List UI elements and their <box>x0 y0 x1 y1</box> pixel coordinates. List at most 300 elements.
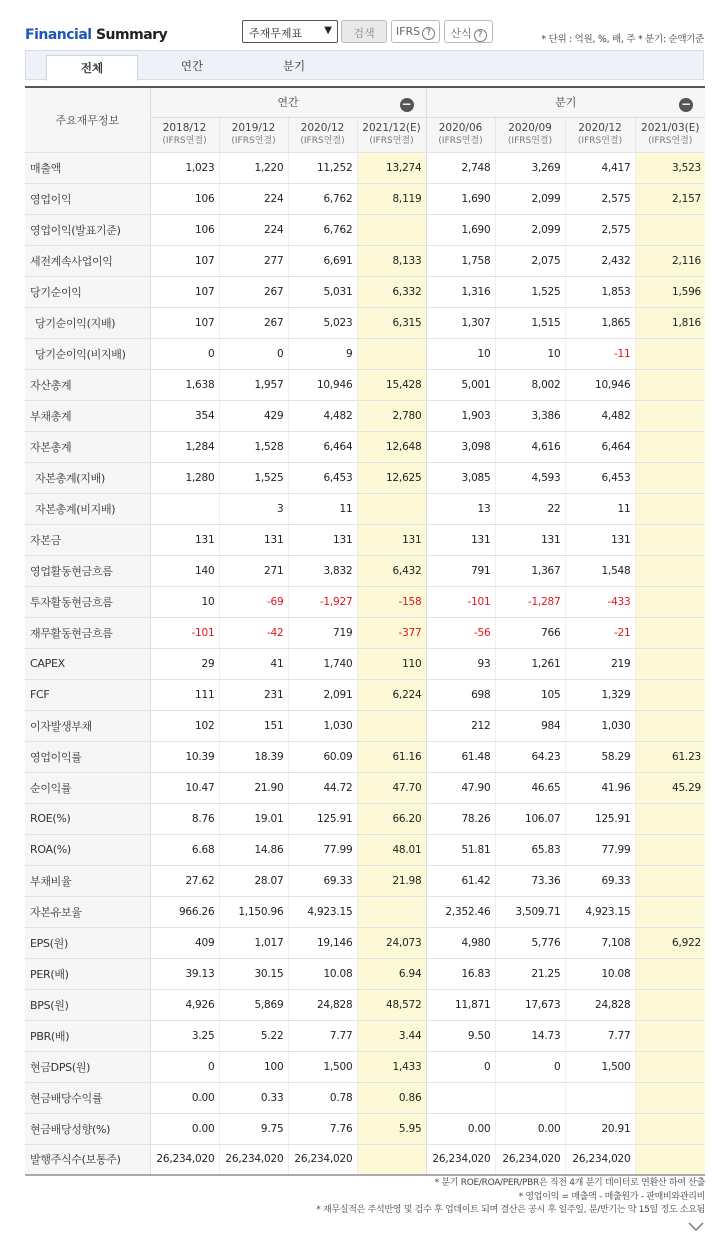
table-cell <box>635 214 705 245</box>
table-cell: 131 <box>495 524 565 555</box>
minus-circle-icon[interactable]: − <box>401 97 412 111</box>
table-cell: 1,280 <box>150 462 219 493</box>
table-cell: 7.77 <box>565 1020 635 1051</box>
table-cell <box>635 1082 705 1113</box>
table-cell: 15,428 <box>357 369 426 400</box>
table-cell: 61.16 <box>357 741 426 772</box>
formula-help-button[interactable] <box>444 20 493 43</box>
column-basis: (IFRS연결) <box>369 135 414 146</box>
table-cell: 39.13 <box>150 958 219 989</box>
table-cell <box>635 400 705 431</box>
table-cell: -101 <box>426 586 495 617</box>
table-row <box>25 245 705 276</box>
financial-summary-table <box>25 86 705 1176</box>
column-header <box>426 117 495 152</box>
table-cell: 26,234,020 <box>565 1144 635 1175</box>
table-cell: 1,030 <box>288 710 357 741</box>
table-cell: 2,748 <box>426 152 495 183</box>
table-cell: 24,828 <box>565 989 635 1020</box>
table-cell: 64.23 <box>495 741 565 772</box>
table-cell: 1,261 <box>495 648 565 679</box>
table-cell: 9.50 <box>426 1020 495 1051</box>
table-row <box>25 958 705 989</box>
table-cell: -377 <box>357 617 426 648</box>
group-quarter-label: 분기 <box>555 96 577 110</box>
table-cell: 10.08 <box>565 958 635 989</box>
table-cell: 10,946 <box>565 369 635 400</box>
table-cell: 125.91 <box>565 803 635 834</box>
table-cell: 4,482 <box>565 400 635 431</box>
table-cell: -433 <box>565 586 635 617</box>
table-cell: 2,575 <box>565 214 635 245</box>
row-label: 이자발생부채 <box>25 710 150 741</box>
table-cell: 1,284 <box>150 431 219 462</box>
table-cell: 66.20 <box>357 803 426 834</box>
table-cell: 0.00 <box>150 1082 219 1113</box>
table-cell: 131 <box>288 524 357 555</box>
table-cell: 11 <box>288 493 357 524</box>
table-cell: 131 <box>565 524 635 555</box>
column-basis: (IFRS연결) <box>300 135 345 146</box>
table-cell <box>565 1082 635 1113</box>
table-cell: -56 <box>426 617 495 648</box>
table-cell: 5,776 <box>495 927 565 958</box>
statement-type-select[interactable] <box>242 20 338 43</box>
table-cell <box>635 679 705 710</box>
table-cell: 30.15 <box>219 958 288 989</box>
table-cell: -1,287 <box>495 586 565 617</box>
table-cell: 0.86 <box>357 1082 426 1113</box>
table-cell: 48.01 <box>357 834 426 865</box>
table-row <box>25 834 705 865</box>
table-cell: 10 <box>495 338 565 369</box>
table-cell: 28.07 <box>219 865 288 896</box>
column-period: 2020/06 <box>438 121 483 134</box>
row-label: CAPEX <box>25 648 150 679</box>
table-row <box>25 989 705 1020</box>
table-cell: 1,307 <box>426 307 495 338</box>
row-label: 영업이익 <box>25 183 150 214</box>
table-cell: 1,596 <box>635 276 705 307</box>
table-cell: 6,432 <box>357 555 426 586</box>
table-cell: 13 <box>426 493 495 524</box>
unit-note: * 단위 : 억원, %, 배, 주 * 분기: 순액기준 <box>541 34 704 45</box>
table-cell: 267 <box>219 276 288 307</box>
table-cell <box>357 710 426 741</box>
table-cell: 77.99 <box>565 834 635 865</box>
column-basis: (IFRS연결) <box>648 135 693 146</box>
table-cell: 7.77 <box>288 1020 357 1051</box>
table-cell: 1,017 <box>219 927 288 958</box>
table-cell: 5,023 <box>288 307 357 338</box>
table-cell: 0 <box>426 1051 495 1082</box>
table-cell: -69 <box>219 586 288 617</box>
column-header <box>288 117 357 152</box>
table-cell: 106 <box>150 183 219 214</box>
table-cell <box>495 1082 565 1113</box>
row-label: 자본총계(비지배) <box>25 493 150 524</box>
column-header <box>150 117 219 152</box>
minus-circle-icon[interactable]: − <box>681 97 692 111</box>
table-cell <box>635 1113 705 1144</box>
table-cell: 6,224 <box>357 679 426 710</box>
table-cell: 100 <box>219 1051 288 1082</box>
table-cell: 12,625 <box>357 462 426 493</box>
table-cell: 6,762 <box>288 214 357 245</box>
table-cell: 93 <box>426 648 495 679</box>
footnotes <box>316 1177 705 1218</box>
row-label: ROA(%) <box>25 834 150 865</box>
table-cell <box>357 493 426 524</box>
table-cell: 12,648 <box>357 431 426 462</box>
table-cell: 19.01 <box>219 803 288 834</box>
table-row <box>25 865 705 896</box>
column-basis: (IFRS연결) <box>507 135 553 146</box>
table-cell: 45.29 <box>635 772 705 803</box>
table-cell: 3 <box>219 493 288 524</box>
table-cell: 46.65 <box>495 772 565 803</box>
table-row <box>25 1020 705 1051</box>
row-label: 자본총계 <box>25 431 150 462</box>
column-header <box>495 117 565 152</box>
table-cell: 2,091 <box>288 679 357 710</box>
table-cell: 1,515 <box>495 307 565 338</box>
row-label: 영업이익률 <box>25 741 150 772</box>
page-title <box>25 27 167 43</box>
table-cell: 3.44 <box>357 1020 426 1051</box>
table-row <box>25 1051 705 1082</box>
table-cell: 1,853 <box>565 276 635 307</box>
table-cell: 58.29 <box>565 741 635 772</box>
table-cell: 0 <box>150 338 219 369</box>
table-cell: 1,433 <box>357 1051 426 1082</box>
table-cell: 17,673 <box>495 989 565 1020</box>
table-cell <box>635 803 705 834</box>
table-cell: 21.90 <box>219 772 288 803</box>
table-cell: 1,816 <box>635 307 705 338</box>
table-cell: 77.99 <box>288 834 357 865</box>
table-cell: 1,500 <box>565 1051 635 1082</box>
table-cell <box>635 586 705 617</box>
table-cell: 21.98 <box>357 865 426 896</box>
table-row <box>25 586 705 617</box>
table-cell <box>635 989 705 1020</box>
table-cell: 219 <box>565 648 635 679</box>
table-cell: 1,500 <box>288 1051 357 1082</box>
table-row <box>25 183 705 214</box>
table-cell: 8,002 <box>495 369 565 400</box>
table-row <box>25 431 705 462</box>
table-cell: 1,528 <box>219 431 288 462</box>
table-cell: 24,828 <box>288 989 357 1020</box>
table-cell: 6,762 <box>288 183 357 214</box>
table-cell: 1,903 <box>426 400 495 431</box>
period-tabs <box>25 50 704 80</box>
table-cell: 1,758 <box>426 245 495 276</box>
table-cell: 26,234,020 <box>426 1144 495 1175</box>
row-label: 영업이익(발표기준) <box>25 214 150 245</box>
table-cell: 131 <box>219 524 288 555</box>
row-label: 영업활동현금흐름 <box>25 555 150 586</box>
table-cell: 277 <box>219 245 288 276</box>
table-row <box>25 710 705 741</box>
table-cell: 4,923.15 <box>288 896 357 927</box>
table-cell: 10 <box>426 338 495 369</box>
table-cell: 984 <box>495 710 565 741</box>
row-label: ROE(%) <box>25 803 150 834</box>
table-cell: 10,946 <box>288 369 357 400</box>
table-cell: 1,220 <box>219 152 288 183</box>
table-cell: 21.25 <box>495 958 565 989</box>
select-value: 주재무제표 <box>249 27 303 40</box>
column-period: 2020/12 <box>300 121 345 134</box>
table-cell: 409 <box>150 927 219 958</box>
title-summary: Summary <box>95 27 168 43</box>
table-cell: 6,332 <box>357 276 426 307</box>
tab-annual[interactable]: 연간 <box>180 59 204 73</box>
row-header-label: 주요재무정보 <box>25 87 150 152</box>
table-row <box>25 679 705 710</box>
table-row <box>25 276 705 307</box>
table-cell: 110 <box>357 648 426 679</box>
table-cell <box>357 214 426 245</box>
table-cell: 3,085 <box>426 462 495 493</box>
table-cell <box>635 834 705 865</box>
table-cell: 6,691 <box>288 245 357 276</box>
table-row <box>25 555 705 586</box>
table-cell: -21 <box>565 617 635 648</box>
table-cell <box>635 1144 705 1175</box>
table-cell: -11 <box>565 338 635 369</box>
table-cell: 698 <box>426 679 495 710</box>
table-cell: 10 <box>150 586 219 617</box>
column-period: 2021/03(E) <box>641 121 700 134</box>
table-cell: 4,616 <box>495 431 565 462</box>
table-cell: 2,432 <box>565 245 635 276</box>
table-cell: 0.00 <box>150 1113 219 1144</box>
column-header <box>219 117 288 152</box>
table-cell: 16.83 <box>426 958 495 989</box>
table-row <box>25 152 705 183</box>
tab-all[interactable]: 전체 <box>46 55 138 81</box>
table-cell: 3,269 <box>495 152 565 183</box>
table-cell: 0 <box>495 1051 565 1082</box>
question-circle-icon: ? <box>422 27 435 40</box>
table-cell: 1,023 <box>150 152 219 183</box>
table-cell <box>635 1051 705 1082</box>
table-cell: 6,453 <box>288 462 357 493</box>
table-cell: 4,926 <box>150 989 219 1020</box>
row-label: 현금배당성향(%) <box>25 1113 150 1144</box>
table-cell: 41 <box>219 648 288 679</box>
table-row <box>25 307 705 338</box>
table-row <box>25 803 705 834</box>
row-label: 자본유보율 <box>25 896 150 927</box>
tab-quarter[interactable]: 분기 <box>282 59 306 73</box>
table-cell: 2,099 <box>495 214 565 245</box>
column-period: 2020/09 <box>508 121 552 134</box>
table-cell: 1,367 <box>495 555 565 586</box>
table-cell: 791 <box>426 555 495 586</box>
row-label: 투자활동현금흐름 <box>25 586 150 617</box>
table-row <box>25 896 705 927</box>
table-cell: 151 <box>219 710 288 741</box>
table-row <box>25 338 705 369</box>
table-cell <box>635 710 705 741</box>
table-cell <box>357 338 426 369</box>
table-cell: 19,146 <box>288 927 357 958</box>
table-cell: 47.90 <box>426 772 495 803</box>
table-cell: 13,274 <box>357 152 426 183</box>
row-label: 세전계속사업이익 <box>25 245 150 276</box>
table-cell: 1,638 <box>150 369 219 400</box>
column-period: 2018/12 <box>162 121 207 134</box>
search-button[interactable]: 검색 <box>341 20 387 43</box>
table-cell: 1,316 <box>426 276 495 307</box>
table-cell: 1,525 <box>219 462 288 493</box>
table-cell <box>357 1144 426 1175</box>
group-annual-header <box>150 87 426 117</box>
table-cell: 1,690 <box>426 214 495 245</box>
row-label: 재무활동현금흐름 <box>25 617 150 648</box>
table-cell: 27.62 <box>150 865 219 896</box>
table-cell <box>635 1020 705 1051</box>
table-cell: -42 <box>219 617 288 648</box>
table-cell: 47.70 <box>357 772 426 803</box>
row-label: FCF <box>25 679 150 710</box>
table-row <box>25 1113 705 1144</box>
table-cell: 14.73 <box>495 1020 565 1051</box>
table-row <box>25 927 705 958</box>
table-row <box>25 462 705 493</box>
table-cell: 26,234,020 <box>219 1144 288 1175</box>
column-basis: (IFRS연결) <box>231 135 276 146</box>
table-row <box>25 648 705 679</box>
table-cell: -101 <box>150 617 219 648</box>
column-basis: (IFRS연결) <box>577 135 623 146</box>
table-cell: 1,740 <box>288 648 357 679</box>
formula-label: 산식 <box>450 27 472 40</box>
table-cell: 14.86 <box>219 834 288 865</box>
table-cell: 41.96 <box>565 772 635 803</box>
column-period: 2019/12 <box>231 121 276 134</box>
table-cell <box>635 369 705 400</box>
table-cell: 5.95 <box>357 1113 426 1144</box>
table-cell: 61.42 <box>426 865 495 896</box>
table-cell: 224 <box>219 214 288 245</box>
table-cell: 7.76 <box>288 1113 357 1144</box>
table-cell: 354 <box>150 400 219 431</box>
table-cell: 111 <box>150 679 219 710</box>
table-cell: 3,509.71 <box>495 896 565 927</box>
table-cell: -1,927 <box>288 586 357 617</box>
table-cell <box>426 1082 495 1113</box>
table-row <box>25 772 705 803</box>
table-cell: 26,234,020 <box>495 1144 565 1175</box>
table-cell: 1,329 <box>565 679 635 710</box>
table-cell: 1,865 <box>565 307 635 338</box>
table-cell: 1,957 <box>219 369 288 400</box>
table-row <box>25 214 705 245</box>
table-cell: 4,980 <box>426 927 495 958</box>
table-cell: 6,453 <box>565 462 635 493</box>
table-cell: 1,150.96 <box>219 896 288 927</box>
table-cell: 24,073 <box>357 927 426 958</box>
table-row <box>25 524 705 555</box>
table-cell: 10.08 <box>288 958 357 989</box>
row-label: PBR(배) <box>25 1020 150 1051</box>
table-cell: 61.48 <box>426 741 495 772</box>
table-cell: 3,832 <box>288 555 357 586</box>
table-cell: 107 <box>150 307 219 338</box>
table-cell: 966.26 <box>150 896 219 927</box>
table-cell: 9 <box>288 338 357 369</box>
table-cell: 125.91 <box>288 803 357 834</box>
row-label: 자본금 <box>25 524 150 555</box>
table-cell: 107 <box>150 245 219 276</box>
table-cell: 719 <box>288 617 357 648</box>
table-cell: 0 <box>150 1051 219 1082</box>
table-cell: 3,098 <box>426 431 495 462</box>
table-cell: 20.91 <box>565 1113 635 1144</box>
table-cell: 26,234,020 <box>150 1144 219 1175</box>
table-cell: 4,923.15 <box>565 896 635 927</box>
table-cell: 3,523 <box>635 152 705 183</box>
table-cell: 102 <box>150 710 219 741</box>
table-cell: 7,108 <box>565 927 635 958</box>
question-circle-icon: ? <box>474 29 487 42</box>
table-cell <box>635 555 705 586</box>
table-cell: 11,252 <box>288 152 357 183</box>
table-cell: 131 <box>426 524 495 555</box>
table-cell: 22 <box>495 493 565 524</box>
table-cell: 429 <box>219 400 288 431</box>
table-cell: 1,690 <box>426 183 495 214</box>
table-cell: 6,922 <box>635 927 705 958</box>
table-cell: 65.83 <box>495 834 565 865</box>
table-cell <box>635 896 705 927</box>
group-quarter-header <box>426 87 705 117</box>
table-cell <box>150 493 219 524</box>
chevron-down-icon[interactable] <box>688 1219 704 1235</box>
table-cell: 61.23 <box>635 741 705 772</box>
column-header <box>357 117 426 152</box>
table-cell: 267 <box>219 307 288 338</box>
row-label: 발행주식수(보통주) <box>25 1144 150 1175</box>
row-label: 현금배당수익률 <box>25 1082 150 1113</box>
table-cell: 0 <box>219 338 288 369</box>
table-cell: 4,417 <box>565 152 635 183</box>
table-cell: 18.39 <box>219 741 288 772</box>
table-cell: 6,315 <box>357 307 426 338</box>
footnote: * 재무실적은 주석반영 및 검수 후 업데이트 되며 결산은 공시 후 일주일, 분/반기는 약 15일 정도 소요됨 <box>316 1205 705 1215</box>
table-cell: 5,031 <box>288 276 357 307</box>
table-cell: 69.33 <box>288 865 357 896</box>
table-row <box>25 741 705 772</box>
column-period: 2020/12 <box>578 121 622 134</box>
table-cell: 51.81 <box>426 834 495 865</box>
table-cell <box>635 524 705 555</box>
row-label: PER(배) <box>25 958 150 989</box>
table-cell: 5,869 <box>219 989 288 1020</box>
caret-down-icon: ▼ <box>324 25 332 36</box>
table-cell: 9.75 <box>219 1113 288 1144</box>
table-cell: 4,482 <box>288 400 357 431</box>
table-cell: 4,593 <box>495 462 565 493</box>
table-cell: 6.94 <box>357 958 426 989</box>
table-cell: 11 <box>565 493 635 524</box>
ifrs-help-button[interactable] <box>391 20 440 43</box>
